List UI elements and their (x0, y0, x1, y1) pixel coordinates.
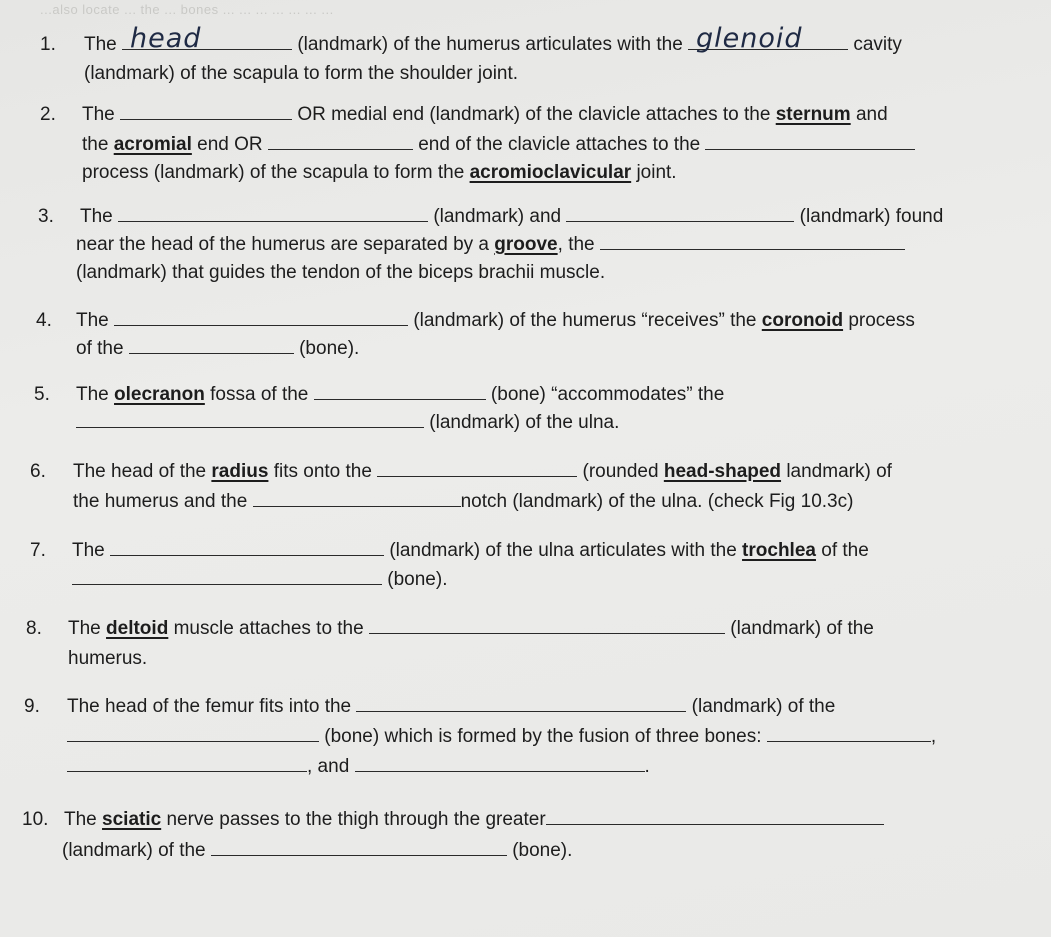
q7-blank-1[interactable] (110, 537, 384, 556)
q3-text-f: (landmark) that guides the tendon of the biceps brachii muscle. (76, 262, 606, 283)
q1-text-d: (landmark) of the scapula to form the shoulder joint. (84, 63, 519, 84)
question-number: 6. (30, 461, 46, 482)
q1-text-c: cavity (853, 34, 902, 55)
q8-text-c: (landmark) of the (730, 618, 874, 639)
question-number: 4. (36, 310, 52, 331)
q2-bold-acromial: acromial (113, 134, 192, 155)
q5-blank-1[interactable] (314, 381, 486, 400)
q6-bold-head-shaped: head-shaped (663, 461, 782, 482)
q2-bold-sternum: sternum (775, 104, 851, 125)
q4-text-e: (bone). (299, 338, 360, 359)
q10-blank-1[interactable] (546, 806, 884, 825)
question-6 (30, 457, 1025, 517)
q1-text-b: (landmark) of the humerus articulates with the (297, 34, 683, 55)
q9-blank-1[interactable] (356, 693, 686, 712)
q4-bold-coronoid: coronoid (761, 310, 844, 331)
q1-blank-2[interactable] (688, 23, 848, 54)
q3-text-c: (landmark) found (799, 206, 944, 227)
question-number: 5. (34, 384, 50, 405)
q7-text-d: (bone). (387, 569, 448, 590)
q4-blank-2[interactable] (129, 335, 294, 354)
q10-text-a: The (64, 809, 97, 830)
q5-blank-2[interactable] (76, 409, 424, 428)
q2-blank-2[interactable] (268, 131, 413, 150)
q2-text-a: The (82, 104, 115, 125)
q5-bold-olecranon: olecranon (114, 384, 205, 405)
question-number: 10. (22, 809, 49, 830)
q9-text-b: (landmark) of the (691, 696, 836, 717)
q6-text-c: (rounded (582, 461, 659, 482)
q10-blank-2[interactable] (211, 837, 507, 856)
question-number: 7. (30, 540, 46, 561)
q2-text-d: the (82, 134, 109, 155)
q3-bold-groove: groove (494, 234, 558, 255)
question-9 (24, 692, 1034, 787)
q7-text-c: of the (821, 540, 869, 561)
q2-text-c: and (855, 104, 888, 125)
q3-text-e: , the (557, 234, 595, 255)
q4-text-a: The (76, 310, 109, 331)
q8-text-d: humerus. (68, 648, 148, 669)
question-10 (22, 805, 1032, 865)
q7-bold-trochlea: trochlea (742, 540, 816, 561)
q4-text-c: process (848, 310, 915, 331)
q4-text-b: (landmark) of the humerus “receives” the (413, 310, 757, 331)
question-number: 2. (40, 104, 56, 125)
question-2 (40, 100, 1030, 190)
faint-header-text: ...also locate ... the ... bones ... ... ... ... ... ... ... (40, 2, 334, 17)
q6-text-a: The head of the (73, 461, 207, 482)
q9-text-f: . (644, 756, 650, 777)
q2-text-b: OR medial end (landmark) of the clavicle attaches to the (297, 104, 771, 125)
q2-text-f: end of the clavicle attaches to the (418, 134, 701, 155)
q6-blank-2[interactable] (253, 488, 461, 507)
question-3 (38, 202, 1028, 292)
q9-blank-5[interactable] (355, 753, 645, 772)
q9-blank-3[interactable] (767, 723, 931, 742)
q6-text-d: landmark) of (786, 461, 892, 482)
q4-text-d: of the (76, 338, 124, 359)
q10-text-c: (landmark) of the (62, 840, 206, 861)
q5-text-a: The (76, 384, 109, 405)
handwritten-answer: glenoid (696, 23, 803, 54)
q8-blank-1[interactable] (369, 615, 725, 634)
q3-blank-3[interactable] (600, 231, 905, 250)
q9-text-e: , and (307, 756, 350, 777)
q4-blank-1[interactable] (114, 307, 408, 326)
q5-text-c: (bone) “accommodates” the (490, 384, 725, 405)
question-number: 3. (38, 206, 54, 227)
q3-text-d: near the head of the humerus are separated by a (76, 234, 489, 255)
q10-text-b: nerve passes to the thigh through the greater (166, 809, 546, 830)
question-number: 9. (24, 696, 40, 717)
q5-text-b: fossa of the (210, 384, 309, 405)
q9-text-c: (bone) which is formed by the fusion of three bones: (324, 726, 762, 747)
question-7 (30, 536, 1025, 596)
question-number: 8. (26, 618, 42, 639)
q9-text-d: , (930, 726, 937, 747)
question-8 (26, 614, 1021, 674)
q2-blank-1[interactable] (120, 101, 292, 120)
q2-text-g: process (landmark) of the scapula to form the (82, 162, 465, 183)
q3-text-b: (landmark) and (433, 206, 562, 227)
q3-blank-1[interactable] (118, 203, 428, 222)
question-1 (40, 23, 1020, 90)
q2-text-e: end OR (197, 134, 263, 155)
q1-blank-1[interactable] (122, 23, 292, 54)
question-5 (34, 380, 1024, 440)
q2-blank-3[interactable] (705, 131, 915, 150)
q6-blank-1[interactable] (377, 458, 577, 477)
q7-text-a: The (72, 540, 105, 561)
q2-bold-acromioclavicular: acromioclavicular (469, 162, 632, 183)
q7-blank-2[interactable] (72, 566, 382, 585)
q5-text-d: (landmark) of the ulna. (429, 412, 620, 433)
q10-text-d: (bone). (512, 840, 573, 861)
q8-text-a: The (68, 618, 101, 639)
q3-blank-2[interactable] (566, 203, 794, 222)
question-4 (36, 306, 1031, 366)
q8-text-b: muscle attaches to the (173, 618, 364, 639)
q9-blank-2[interactable] (67, 723, 319, 742)
q6-text-e: the humerus and the (73, 491, 248, 512)
q6-bold-radius: radius (211, 461, 269, 482)
q10-bold-sciatic: sciatic (102, 809, 162, 830)
q6-text-f: notch (landmark) of the ulna. (check Fig 10.3c) (460, 491, 854, 512)
q2-text-h: joint. (636, 162, 677, 183)
q7-text-b: (landmark) of the ulna articulates with the (389, 540, 737, 561)
q6-text-b: fits onto the (273, 461, 372, 482)
question-number: 1. (40, 34, 56, 55)
q8-bold-deltoid: deltoid (106, 618, 169, 639)
q3-text-a: The (80, 206, 113, 227)
q9-blank-4[interactable] (67, 753, 307, 772)
handwritten-answer: head (130, 23, 202, 54)
q9-text-a: The head of the femur fits into the (67, 696, 352, 717)
q1-text-a: The (84, 34, 117, 55)
